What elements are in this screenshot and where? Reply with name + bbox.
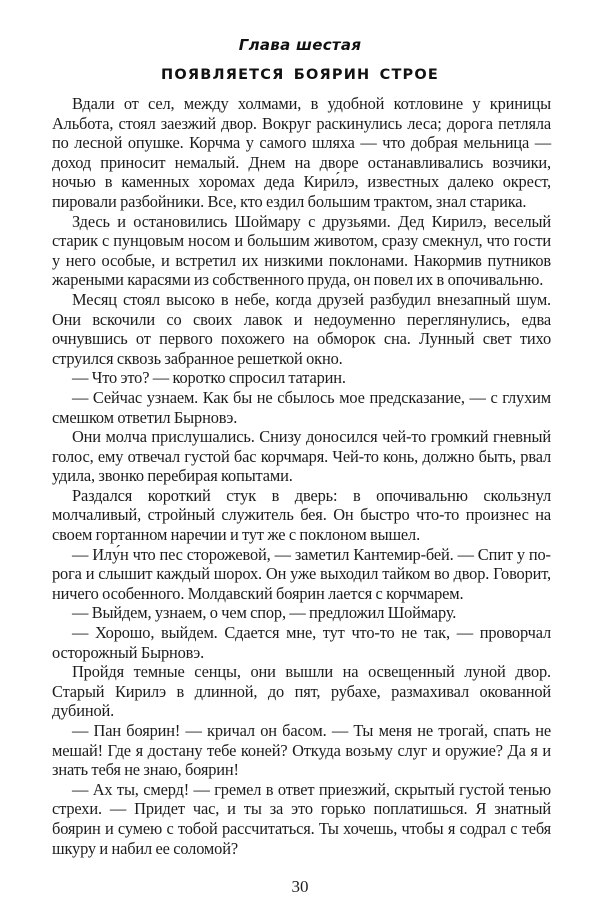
paragraph: Здесь и остановились Шоймару с друзьями. Дед Кирилэ, веселый старик с пунцовым носом и большим животом, сразу смекнул, что гости у него особые, и встретил их низкими поклонами. Накормив путников жареными карасями из собственного пруда, он повел их в опочивальню.: [52, 211, 551, 290]
paragraph: — Хорошо, выйдем. Сдается мне, тут что-то не так, — проворчал осторожный Бырновэ.: [52, 623, 551, 662]
chapter-label: Глава шестая: [238, 36, 362, 54]
chapter-title: ПОЯВЛЯЕТСЯ БОЯРИН СТРОЕ: [160, 67, 440, 83]
paragraph: — Ах ты, смерд! — гремел в ответ приезжий, скрытый густой тенью стрехи. — Придет час, и ты за это горько поплатишься. Я знатный боярин и сумею с тобой рассчитаться. Ты хочешь, чтобы я содрал с тебя шкуру и набил ее соломой?: [52, 779, 551, 858]
paragraph: Месяц стоял высоко в небе, когда друзей разбудил внезапный шум. Они вскочили со своих лавок и недоуменно переглянулись, едва очнувшись от первого похожего на обморок сна. Лунный свет тихо струился сквозь забранное решеткой окно.: [52, 289, 551, 368]
paragraph: Пройдя темные сенцы, они вышли на освещенный луной двор. Старый Кирилэ в длинной, до пят, рубахе, размахивал окованной дубиной.: [52, 662, 551, 721]
body-text: [52, 94, 551, 858]
paragraph: Они молча прислушались. Снизу доносился чей-то громкий гневный голос, ему отвечал густой бас корчмаря. Чей-то конь, должно быть, рвал удила, звонко перебирая копытами.: [52, 427, 551, 486]
paragraph: — Выйдем, узнаем, о чем спор, — предложил Шоймару.: [72, 603, 457, 623]
paragraph: Раздался короткий стук в дверь: в опочивальню скользнул молчаливый, стройный служитель бея. Он быстро что-то произнес на своем гортанном наречии и тут же с поклоном вышел.: [52, 485, 551, 545]
paragraph: — Пан боярин! — кричал он басом. — Ты меня не трогай, спать не мешай! Где я достану тебе коней? Откуда возьму слуг и оружие? Да я и знать тебя не знаю, боярин!: [52, 721, 551, 780]
paragraph: Вдали от сел, между холмами, в удобной котловине у криницы Альбота, стоял заезжий двор. Вокруг раскинулись леса; дорога петляла по лесной опушке. Корчма у самого шляха — что добрая мельница — доход приносит немалый. Днем на дворе останавливались возчики, ночью в каменных хоромах деда Кири́лэ, известных далеко окрест, пировали разбойники. Все, кто ездил большим трактом, знал старика.: [52, 94, 551, 211]
paragraph: — Сейчас узнаем. Как бы не сбылось мое предсказание, — с глухим смешком ответил Бырновэ.: [52, 387, 551, 427]
page-number: 30: [291, 877, 309, 897]
paragraph: — Илу́н что пес сторожевой, — заметил Кантемир-бей. — Спит у порога и слышит каждый шорох. Он уже выходил тайком во двор. Говорит, ничего особенного. Молдавский боярин лается с корчмарем.: [52, 544, 551, 603]
paragraph: — Что это? — коротко спросил татарин.: [72, 368, 346, 388]
